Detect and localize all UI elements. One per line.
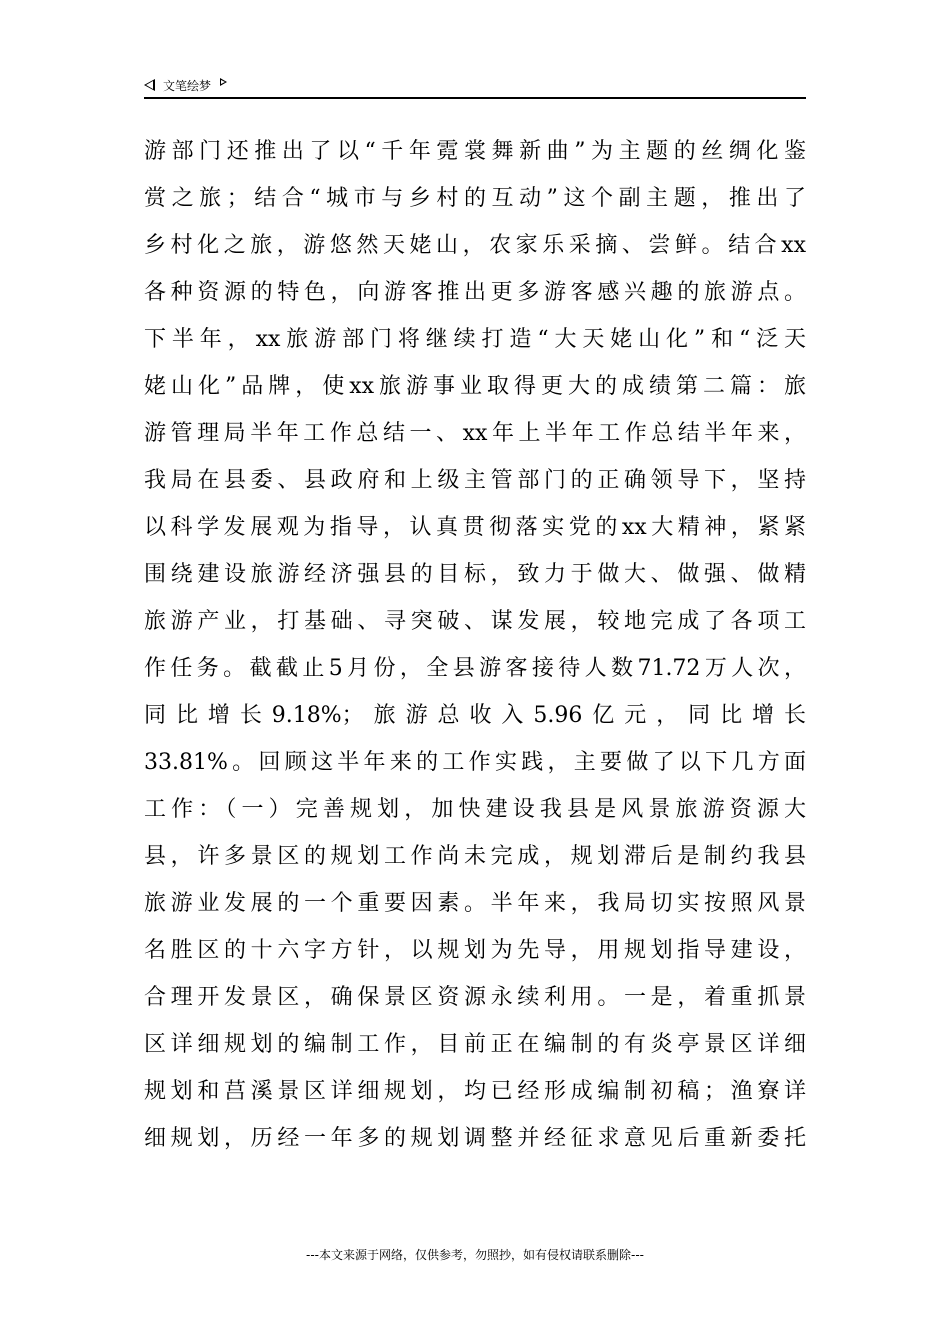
page-header xyxy=(144,74,806,98)
triangle-left-icon xyxy=(144,79,155,91)
text-line: 作任务。截截止5月份，全县游客接待人数71.72万人次， xyxy=(144,656,806,681)
text-line: 区详细规划的编制工作，目前正在编制的有炎亭景区详细 xyxy=(144,1032,806,1057)
text-line: 同比增长9.18%；旅游总收入5.96亿元，同比增长 xyxy=(144,703,806,728)
footer-notice: ---本文来源于网络，仅供参考，勿照抄，如有侵权请联系删除--- xyxy=(306,1248,644,1262)
text-line: 县，许多景区的规划工作尚未完成，规划滞后是制约我县 xyxy=(144,844,806,869)
header-rule xyxy=(144,97,806,99)
text-line: 围绕建设旅游经济强县的目标，致力于做大、做强、做精 xyxy=(144,562,806,587)
text-line: 下半年，xx旅游部门将继续打造“大天姥山化”和“泛天 xyxy=(144,327,806,352)
text-line: 细规划，历经一年多的规划调整并经征求意见后重新委托 xyxy=(144,1126,806,1151)
document-body xyxy=(144,128,806,1162)
text-line: 以科学发展观为指导，认真贯彻落实党的xx大精神，紧紧 xyxy=(144,515,806,540)
header-title: 文笔绘梦 xyxy=(163,78,212,93)
text-line: 名胜区的十六字方针，以规划为先导，用规划指导建设， xyxy=(144,938,806,963)
text-line: 规划和莒溪景区详细规划，均已经形成编制初稿；渔寮详 xyxy=(144,1079,806,1104)
text-line: 合理开发景区，确保景区资源永续利用。一是，着重抓景 xyxy=(144,985,806,1010)
text-line: 各种资源的特色，向游客推出更多游客感兴趣的旅游点。 xyxy=(144,280,806,305)
text-line: 我局在县委、县政府和上级主管部门的正确领导下，坚持 xyxy=(144,468,806,493)
text-line: 姥山化”品牌，使xx旅游事业取得更大的成绩第二篇：旅 xyxy=(144,374,806,399)
triangle-right-icon xyxy=(220,78,227,86)
text-line: 游部门还推出了以“千年霓裳舞新曲”为主题的丝绸化鉴 xyxy=(144,139,806,164)
text-line: 游管理局半年工作总结一、xx年上半年工作总结半年来， xyxy=(144,421,806,446)
text-line: 乡村化之旅，游悠然天姥山，农家乐采摘、尝鲜。结合xx xyxy=(144,233,806,258)
text-line: 33.81%。回顾这半年来的工作实践，主要做了以下几方面 xyxy=(144,750,806,775)
text-line: 工作：（一）完善规划，加快建设我县是风景旅游资源大 xyxy=(144,797,806,822)
header-row xyxy=(144,74,806,96)
text-line: 旅游业发展的一个重要因素。半年来，我局切实按照风景 xyxy=(144,891,806,916)
text-line: 赏之旅；结合“城市与乡村的互动”这个副主题，推出了 xyxy=(144,186,806,211)
text-line: 旅游产业，打基础、寻突破、谋发展，较地完成了各项工 xyxy=(144,609,806,634)
